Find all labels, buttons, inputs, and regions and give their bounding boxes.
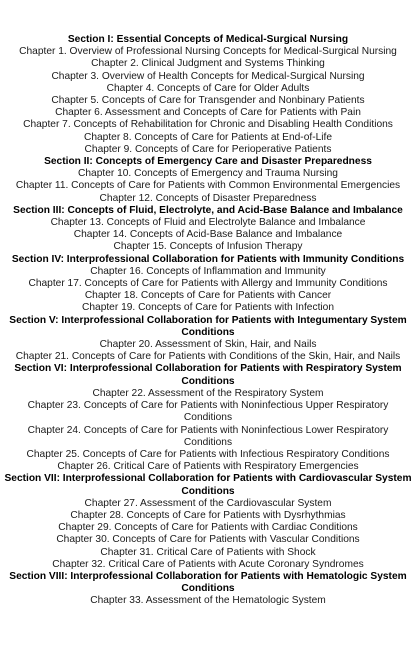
chapter-entry: Chapter 26. Critical Care of Patients with Respiratory Emergencies: [57, 461, 359, 473]
chapter-entry: Chapter 6. Assessment and Concepts of Care for Patients with Pain: [55, 107, 361, 119]
chapter-entry: Chapter 9. Concepts of Care for Perioperative Patients: [84, 143, 332, 155]
chapter-entry: Chapter 8. Concepts of Care for Patients at End-of-Life: [83, 131, 333, 143]
chapter-entry: Chapter 16. Concepts of Inflammation and Immunity: [90, 265, 326, 277]
chapter-entry: Chapter 22. Assessment of the Respiratory System: [92, 387, 324, 399]
section-heading: Section I: Essential Concepts of Medical-Surgical Nursing: [67, 34, 349, 45]
chapter-entry: Chapter 13. Concepts of Fluid and Electrolyte Balance and Imbalance: [50, 217, 366, 229]
chapter-entry: Chapter 28. Concepts of Care for Patients with Dysrhythmias: [70, 509, 346, 521]
chapter-entry: Chapter 20. Assessment of Skin, Hair, and Nails: [99, 339, 317, 351]
table-of-contents: [0, 34, 416, 608]
chapter-entry: Chapter 17. Concepts of Care for Patients with Allergy and Immunity Conditions: [28, 278, 388, 290]
chapter-entry: Chapter 29. Concepts of Care for Patients with Cardiac Conditions: [58, 522, 358, 534]
chapter-entry: Chapter 25. Concepts of Care for Patients with Infectious Respiratory Conditions: [26, 448, 390, 460]
chapter-entry: Chapter 10. Concepts of Emergency and Trauma Nursing: [78, 168, 338, 180]
chapter-entry: Chapter 1. Overview of Professional Nursing Concepts for Medical-Surgical Nursing: [19, 46, 397, 58]
chapter-entry: Chapter 2. Clinical Judgment and Systems Thinking: [91, 58, 325, 70]
chapter-entry: Chapter 11. Concepts of Care for Patients with Common Environmental Emergencies: [15, 180, 401, 192]
section-heading: Section VI: Interprofessional Collaboration for Patients with Respiratory System Conditions: [14, 363, 402, 387]
chapter-entry: Chapter 23. Concepts of Care for Patients with Noninfectious Upper Respiratory Conditions: [27, 400, 389, 424]
chapter-entry: Chapter 30. Concepts of Care for Patients with Vascular Conditions: [56, 534, 360, 546]
section-heading: Section VII: Interprofessional Collaboration for Patients with Cardiovascular System Conditions: [4, 473, 412, 497]
chapter-entry: Chapter 32. Critical Care of Patients with Acute Coronary Syndromes: [52, 558, 364, 570]
chapter-entry: Chapter 15. Concepts of Infusion Therapy: [113, 241, 303, 253]
chapter-entry: Chapter 33. Assessment of the Hematologic System: [90, 595, 326, 607]
chapter-entry: Chapter 7. Concepts of Rehabilitation for Chronic and Disabling Health Conditions: [23, 119, 393, 131]
chapter-entry: Chapter 5. Concepts of Care for Transgender and Nonbinary Patients: [51, 95, 365, 107]
section-heading: Section II: Concepts of Emergency Care and Disaster Preparedness: [44, 156, 372, 168]
chapter-entry: Chapter 18. Concepts of Care for Patients with Cancer: [84, 290, 332, 302]
section-heading: Section III: Concepts of Fluid, Electrolyte, and Acid-Base Balance and Imbalance: [13, 204, 403, 216]
chapter-entry: Chapter 21. Concepts of Care for Patients with Conditions of the Skin, Hair, and Nails: [15, 351, 401, 363]
chapter-entry: Chapter 31. Critical Care of Patients with Shock: [100, 546, 316, 558]
chapter-entry: Chapter 24. Concepts of Care for Patients with Noninfectious Lower Respiratory Conditions: [27, 424, 389, 448]
section-heading: Section IV: Interprofessional Collaboration for Patients with Immunity Conditions: [11, 253, 405, 265]
chapter-entry: Chapter 14. Concepts of Acid-Base Balance and Imbalance: [73, 229, 343, 241]
chapter-entry: Chapter 27. Assessment of the Cardiovascular System: [84, 497, 332, 509]
chapter-entry: Chapter 4. Concepts of Care for Older Adults: [106, 82, 310, 94]
section-heading: Section V: Interprofessional Collaboration for Patients with Integumentary System Conditions: [9, 314, 407, 338]
chapter-entry: Chapter 19. Concepts of Care for Patients with Infection: [82, 302, 334, 314]
chapter-entry: Chapter 12. Concepts of Disaster Preparedness: [99, 192, 317, 204]
chapter-entry: Chapter 3. Overview of Health Concepts for Medical-Surgical Nursing: [51, 70, 365, 82]
section-heading: Section VIII: Interprofessional Collaboration for Patients with Hematologic System Conditions: [9, 570, 407, 595]
